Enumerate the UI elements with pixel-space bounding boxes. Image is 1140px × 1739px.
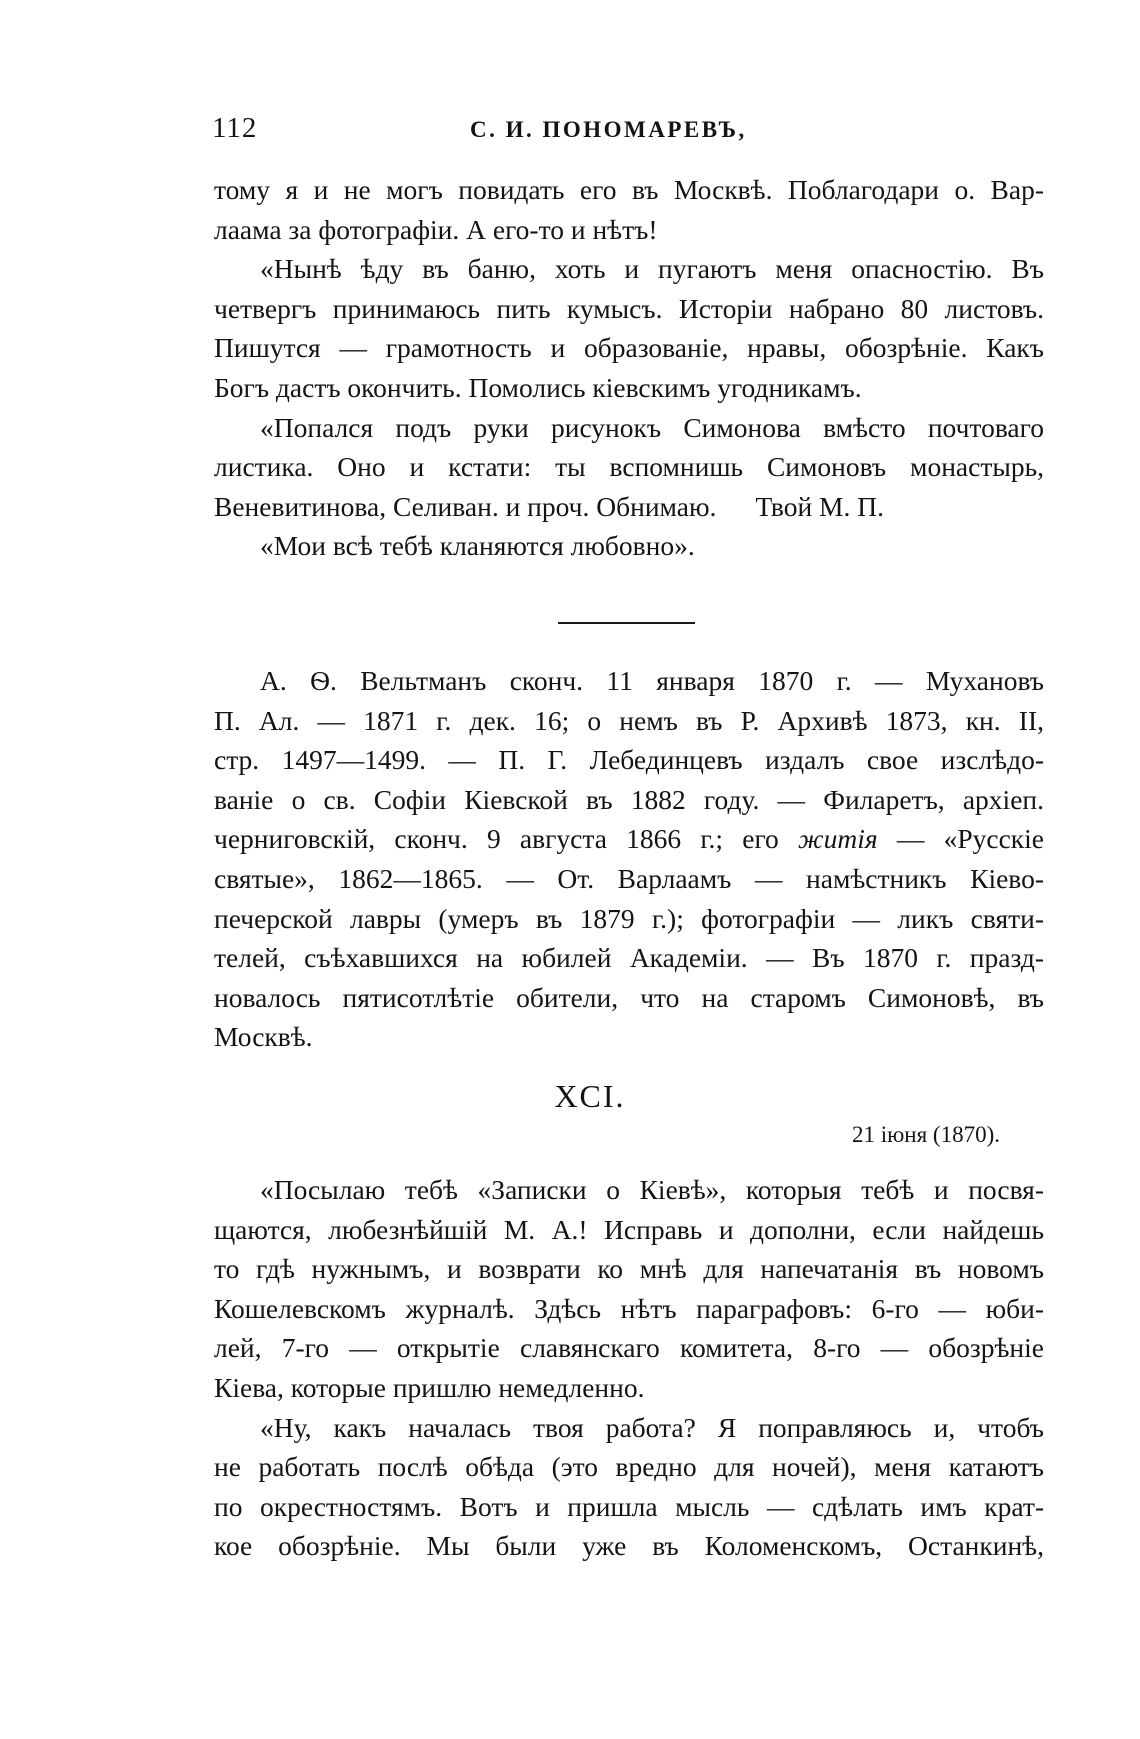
- letter-date: 21 іюня (1870).: [851, 1122, 1000, 1147]
- text-line: «Ну, какъ началась твоя работа? Я поправляюсь и, чтобъ: [260, 1411, 1044, 1443]
- postscript: «Мои всѣ тебѣ кланяются любовно».: [260, 530, 695, 562]
- note-line: А. Ѳ. Вельтманъ сконч. 11 января 1870 г. — Мухановъ: [260, 665, 1044, 696]
- note-line: ваніе о св. Софіи Кіевской въ 1882 году. — Филаретъ, архіеп.: [214, 783, 1044, 815]
- note-line: телей, съѣхавшихся на юбилей Академіи. — Въ 1870 г. празд-: [214, 942, 1044, 974]
- text-line: кое обозрѣніе. Мы были уже въ Коломенскомъ, Останкинѣ,: [214, 1530, 1044, 1562]
- note-line: печерской лавры (умеръ въ 1879 г.); фотографіи — ликъ святи-: [214, 902, 1044, 934]
- note-line: святые», 1862—1865. — От. Варлаамъ — намѣстникъ Кіево-: [214, 862, 1044, 894]
- closing-line: [214, 487, 1044, 527]
- text-line: Кіева, которые пришлю немедленно.: [214, 1371, 645, 1403]
- text-line: лаама за фотографіи. А его-то и нѣтъ!: [214, 213, 658, 245]
- note-line: новалось пятисотлѣтіе обители, что на старомъ Симоновѣ, въ: [214, 981, 1044, 1013]
- text-line: то гдѣ нужнымъ, и возврати ко мнѣ для напечатанія въ новомъ: [214, 1253, 1044, 1285]
- letter-xci: [214, 1170, 1044, 1566]
- text-line: щаются, любезнѣйшій М. А.! Исправь и дополни, если найдешь: [214, 1213, 1044, 1245]
- text-line: «Посылаю тебѣ «Записки о Кіевѣ», которыя тебѣ и посвя-: [260, 1174, 1044, 1205]
- signature: Твой М. П.: [755, 490, 884, 522]
- text-line: тому я и не могъ повидать его въ Москвѣ. Поблагодари о. Вар-: [214, 174, 1044, 205]
- note-line: Москвѣ.: [214, 1021, 313, 1053]
- letter-continuation: [214, 170, 1044, 566]
- text-line: листика. Оно и кстати: ты вспомнишь Симоновъ монастырь,: [214, 451, 1044, 483]
- note-line: стр. 1497—1499. — П. Г. Лебединцевъ издалъ свое изслѣдо-: [214, 744, 1044, 776]
- editorial-notes: [214, 661, 1044, 1057]
- text-line: Богъ дастъ окончить. Помолись кіевскимъ угодникамъ.: [214, 371, 862, 403]
- text-line: по окрестностямъ. Вотъ и пришла мысль — сдѣлать имъ крат-: [214, 1490, 1044, 1522]
- text-line: четвергъ принимаюсь пить кумысъ. Исторіи набрано 80 листовъ.: [214, 292, 1044, 324]
- page-header: [212, 112, 1042, 152]
- text-line: «Нынѣ ѣду въ баню, хоть и пугаютъ меня опасностію. Въ: [260, 253, 1044, 285]
- note-line: П. Ал. — 1871 г. дек. 16; о немъ въ Р. Архивѣ 1873, кн. II,: [214, 704, 1044, 736]
- note-text: черниговскій, сконч. 9 августа 1866 г.; его: [214, 823, 799, 855]
- text-line: Кошелевскомъ журналѣ. Здѣсь нѣтъ параграфовъ: 6-го — юби-: [214, 1292, 1044, 1324]
- text-line: лей, 7-го — открытіе славянскаго комитета, 8-го — обозрѣніе: [214, 1332, 1044, 1364]
- closing-text: Веневитинова, Селиван. и проч. Обнимаю.: [214, 490, 717, 522]
- section-numeral: XCI.: [554, 1078, 626, 1114]
- text-line: не работать послѣ обѣда (это вредно для ночей), меня катаютъ: [214, 1451, 1044, 1483]
- section-divider: [558, 622, 695, 624]
- text-line: Пишутся — грамотность и образованіе, нравы, обозрѣніе. Какъ: [214, 332, 1044, 364]
- italic-title: житія: [798, 823, 878, 855]
- note-text: — «Русскіе: [877, 823, 1044, 855]
- note-line: [214, 819, 1044, 859]
- page-number: 112: [212, 112, 258, 144]
- running-head: С. И. ПОНОМАРЕВЪ,: [470, 117, 747, 142]
- text-line: «Попался подъ руки рисунокъ Симонова вмѣсто почтоваго: [260, 411, 1044, 443]
